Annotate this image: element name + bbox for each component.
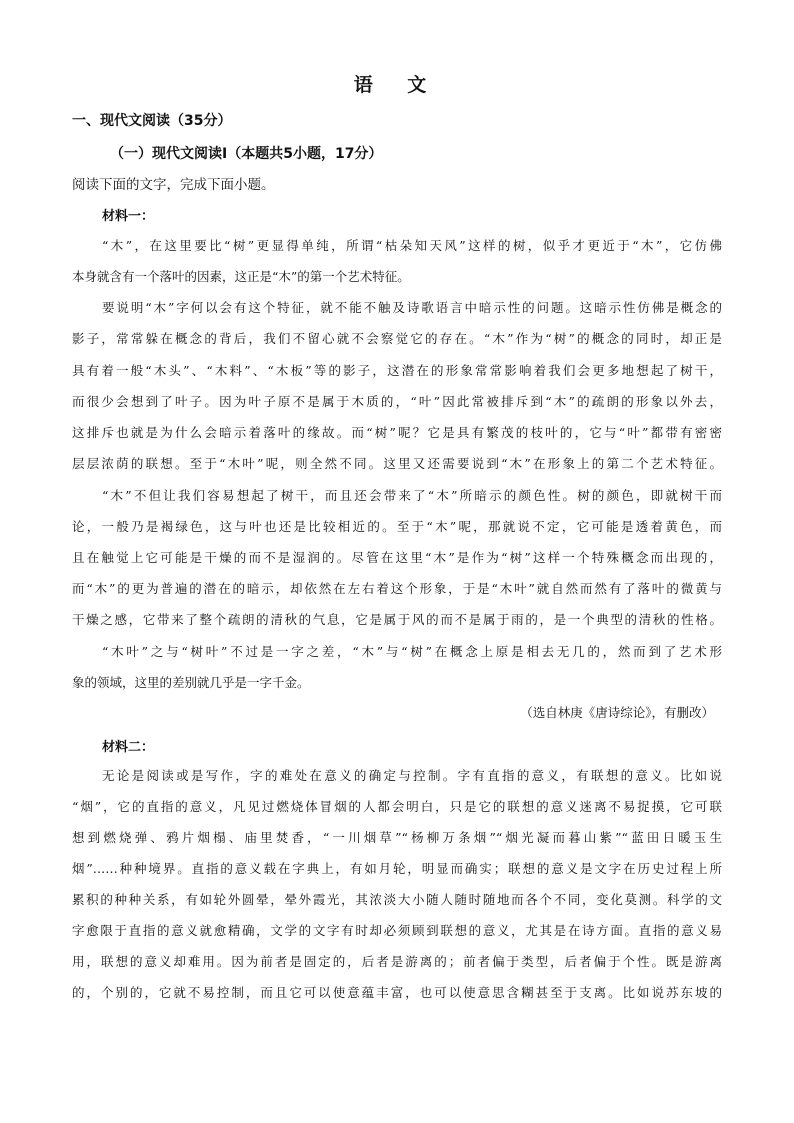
paragraph-line: 想到燃烧弹、鸦片烟榻、庙里焚香，“一川烟草”“杨柳万条烟”“烟光凝而暮山紫”“蓝田日暖玉生 [72,830,722,845]
paragraph-line: 论，一般乃是褐绿色，这与叶也还是比较相近的。至于“木”呢，那就说不定，它可能是透着黄色，而 [72,519,722,534]
paragraph-line: 具有着一般“木头”、“木料”、“木板”等的影子，这潜在的形象常常影响着我们会更多地想起了树干， [72,363,722,378]
page-title: 语 文 [353,74,441,96]
paragraph-line: 无论是阅读或是写作，字的难处在意义的确定与控制。字有直指的意义，有联想的意义。比如说 [102,768,722,783]
material-1-label: 材料一： [102,209,155,224]
paragraph-line: 要说明“木”字何以会有这个特征，就不能不触及诗歌语言中暗示性的问题。这暗示性仿佛是概念的 [102,300,722,315]
paragraph-line: “木”不但让我们容易想起了树干，而且还会带来了“木”所暗示的颜色性。树的颜色，即就树干而 [102,488,722,503]
paragraph-line: 影子，常常躲在概念的背后，我们不留心就不会察觉它的存在。“木”作为“树”的概念的同时，却正是 [72,331,722,346]
paragraph-line: 而“木”的更为普遍的潜在的暗示，却依然在左右着这个形象，于是“木叶”就自然而然有了落叶的微黄与 [72,581,722,596]
paragraph-line: 象的领域，这里的差别就几乎是一字千金。 [72,675,310,690]
paragraph-line: 而很少会想到了叶子。因为叶子原不是属于木质的，“叶”因此常被排斥到“木”的疏朗的形象以外去， [72,394,722,409]
paragraph-line: “烟”，它的直指的意义，凡见过燃烧体冒烟的人都会明白，只是它的联想的意义迷离不易捉摸，它可联 [72,799,722,814]
paragraph-line: “木叶”之与“树叶”不过是一字之差，“木”与“树”在概念上原是相去无几的，然而到了艺术形 [102,644,722,659]
paragraph-line: 用，联想的意义却难用。因为前者是固定的，后者是游离的；前者偏于类型，后者偏于个性。既是游离 [72,954,722,969]
paragraph-line: 且在触觉上它可能是干燥的而不是湿润的。尽管在这里“木”是作为“树”这样一个特殊概念而出现的， [72,550,722,565]
paragraph-line: 累积的种种关系，有如轮外圆晕，晕外霞光，其浓淡大小随人随时随地而各个不同，变化莫测。科学的文 [72,892,722,907]
paragraph-line: 字愈限于直指的意义就愈精确，文学的文字有时却必须顾到联想的意义，尤其是在诗方面。直指的意义易 [72,923,722,938]
paragraph-line: “木”，在这里要比“树”更显得单纯，所谓“枯朵知天风”这样的树，似乎才更近于“木”，它仿佛 [102,238,722,253]
paragraph-line: 烟”……种种境界。直指的意义载在字典上，有如月轮，明显而确实；联想的意义是文字在历史过程上所 [72,861,722,876]
material-2-label: 材料二： [102,740,155,755]
paragraph-line: 的，个别的，它就不易控制，而且它可以使意蕴丰富，也可以使意思含糊甚至于支离。比如说苏东坡的 [72,985,722,1000]
paragraph-line: 干燥之感，它带来了整个疏朗的清秋的气息，它是属于风的而不是属于雨的，是一个典型的清秋的性格。 [72,612,722,627]
paragraph-line: 本身就含有一个落叶的因素，这正是“木”的第一个艺术特征。 [72,269,410,284]
paragraph-line: 层层浓荫的联想。至于“木叶”呢，则全然不同。这里又还需要说到“木”在形象上的第二个艺术特征。 [72,456,722,471]
section-heading: 一、现代文阅读（35分） [72,113,232,129]
source-citation: （选自林庚《唐诗综论》，有删改） [520,705,714,720]
paragraph-line: 这排斥也就是为什么会暗示着落叶的缘故。而“树”呢？它是具有繁茂的枝叶的，它与“叶”都带有密密 [72,425,722,440]
subsection-heading: （一）现代文阅读Ⅰ（本题共5小题，17分） [110,146,383,162]
reading-instruction: 阅读下面的文字，完成下面小题。 [72,177,275,193]
